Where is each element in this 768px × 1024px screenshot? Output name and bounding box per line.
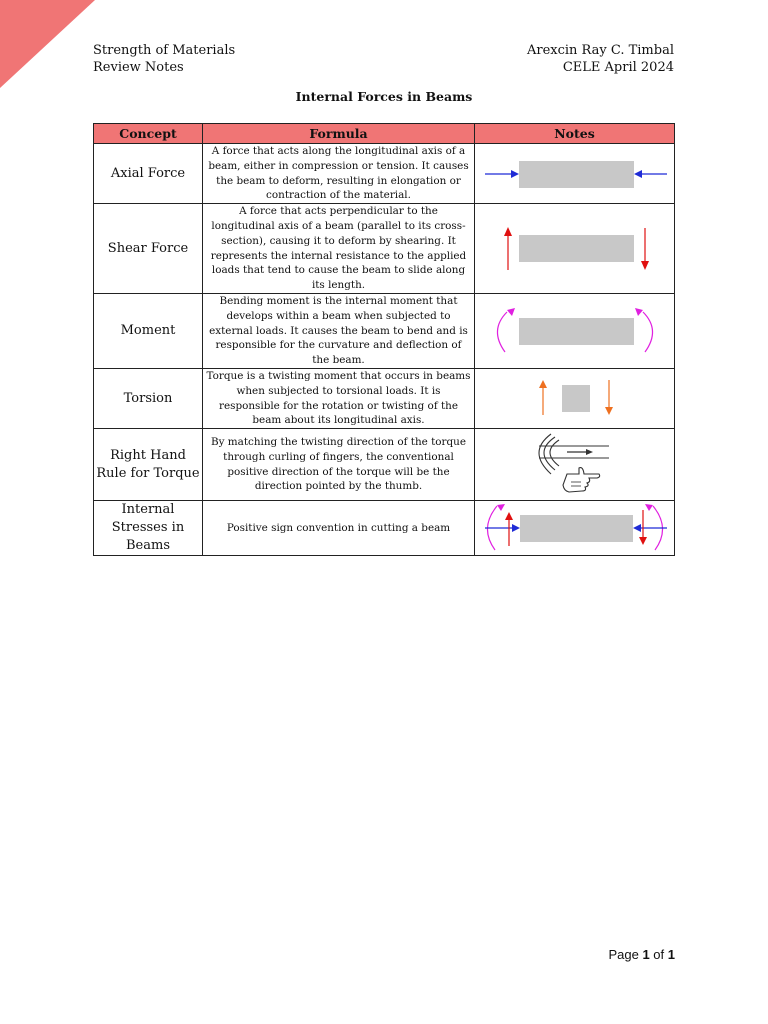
current-page: 1 bbox=[642, 947, 650, 962]
table-header-row bbox=[94, 124, 675, 144]
table-row-right-hand-rule bbox=[94, 429, 675, 501]
torsion-diagram bbox=[477, 370, 673, 428]
description-cell: By matching the twisting direction of the torque through curling of fingers, the conventional positive direction of the torque will be the direction pointed by the thumb. bbox=[203, 429, 475, 501]
author-name: Arexcin Ray C. Timbal bbox=[526, 43, 674, 58]
description-cell: Torque is a twisting moment that occurs in beams when subjected to torsional loads. It is responsible for the rotation or twisting of the beam about its longitudinal axis. bbox=[203, 368, 475, 428]
column-header-concept: Concept bbox=[94, 124, 203, 144]
beam-block bbox=[520, 515, 633, 542]
page-title: Internal Forces in Beams bbox=[295, 89, 473, 104]
description-cell: Bending moment is the internal moment that develops within a beam when subjected to external loads. It causes the beam to bend and is responsible for the curvature and deflection of the beam. bbox=[203, 293, 475, 368]
left-moment-arc bbox=[497, 312, 507, 352]
exam-label: CELE April 2024 bbox=[562, 60, 674, 75]
concept-cell: Axial Force bbox=[94, 144, 203, 204]
left-moment-head bbox=[507, 308, 515, 316]
beam-block bbox=[519, 161, 634, 188]
right-axial-head bbox=[633, 524, 641, 532]
figure-cell bbox=[475, 368, 675, 428]
beam-block bbox=[519, 318, 634, 345]
description-cell: A force that acts perpendicular to the longitudinal axis of a beam (parallel to its cross-section), causing it to deform by shearing. It represents the internal resistance to the applied loads that tend to cause the beam to slide along its length. bbox=[203, 204, 475, 294]
table-row-internal-stresses bbox=[94, 501, 675, 556]
right-moment-head bbox=[645, 504, 653, 511]
concept-cell: Right Hand Rule for Torque bbox=[94, 429, 203, 501]
column-header-formula: Formula bbox=[203, 124, 475, 144]
concepts-table bbox=[93, 123, 675, 556]
page-number bbox=[608, 947, 675, 962]
of-word: of bbox=[653, 947, 665, 962]
page-word: Page bbox=[608, 947, 639, 962]
right-moment-arc bbox=[643, 312, 653, 352]
figure-cell bbox=[475, 501, 675, 556]
figure-cell bbox=[475, 429, 675, 501]
right-arrow-head bbox=[634, 170, 642, 178]
left-shear-head bbox=[505, 512, 513, 520]
up-arrow-head bbox=[504, 227, 512, 236]
left-axial-head bbox=[512, 524, 520, 532]
shaft-block bbox=[562, 385, 590, 412]
down-arrow-head bbox=[641, 261, 649, 270]
total-pages: 1 bbox=[667, 947, 675, 962]
axial-force-diagram bbox=[477, 146, 673, 202]
right-moment-head bbox=[635, 308, 643, 316]
concept-cell: Internal Stresses in Beams bbox=[94, 501, 203, 556]
concept-cell: Torsion bbox=[94, 368, 203, 428]
header-right bbox=[527, 42, 674, 76]
review-notes-label: Review Notes bbox=[93, 60, 184, 75]
right-hand-rule-icon bbox=[477, 430, 673, 500]
description-cell: A force that acts along the longitudinal axis of a beam, either in compression or tension. It causes the beam to deform, resulting in elongation or contraction of the material. bbox=[203, 144, 475, 204]
description-cell: Positive sign convention in cutting a beam bbox=[203, 501, 475, 556]
concept-cell: Moment bbox=[94, 293, 203, 368]
beam-block bbox=[519, 235, 634, 262]
concept-cell: Shear Force bbox=[94, 204, 203, 294]
right-shear-head bbox=[639, 537, 647, 545]
up-arrow-head bbox=[539, 380, 547, 388]
header-left bbox=[93, 42, 235, 76]
left-moment-head bbox=[497, 504, 505, 511]
figure-cell bbox=[475, 204, 675, 294]
sign-convention-diagram bbox=[477, 502, 673, 554]
table-row-moment bbox=[94, 293, 675, 368]
down-arrow-head bbox=[605, 407, 613, 415]
figure-cell bbox=[475, 144, 675, 204]
moment-diagram bbox=[477, 302, 673, 360]
table-row-shear-force bbox=[94, 204, 675, 294]
column-header-notes: Notes bbox=[475, 124, 675, 144]
course-name: Strength of Materials bbox=[93, 43, 236, 58]
left-arrow-head bbox=[511, 170, 519, 178]
shear-force-diagram bbox=[477, 214, 673, 284]
corner-accent bbox=[0, 0, 95, 88]
table-row-torsion bbox=[94, 368, 675, 428]
figure-cell bbox=[475, 293, 675, 368]
table-row-axial-force bbox=[94, 144, 675, 204]
